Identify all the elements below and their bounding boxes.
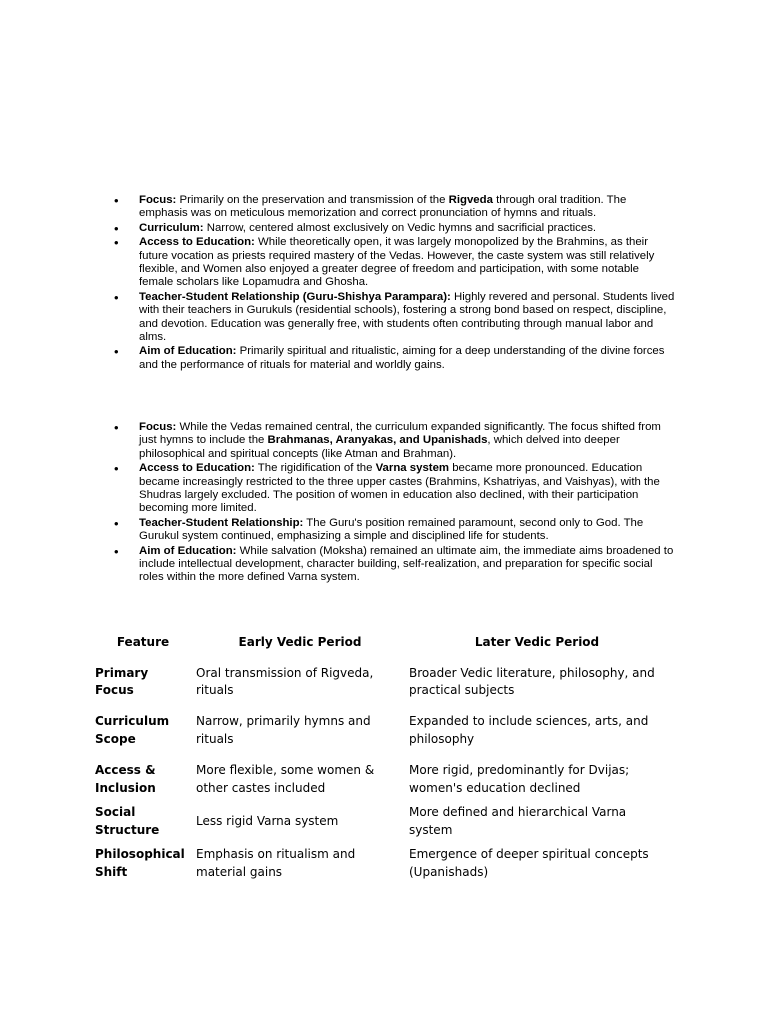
comparison-table bbox=[90, 628, 665, 888]
list-item: • Aim of Education: While salvation (Moksha) remained an ultimate aim, the immediate aims broadened to include intellectual development, character building, self-realization, and preparation for specific social roles within the more defined Varna system. bbox=[114, 545, 676, 585]
list-item: • Focus: While the Vedas remained central, the curriculum expanded significantly. The focus shifted from just hymns to include the Brahmanas, Aranyakas, and Upanishads, which delved into deeper philosophical and spiritual concepts (like Atman and Brahman). bbox=[114, 421, 676, 461]
table-row: Philosophical Shift Emphasis on ritualism and material gains Emergence of deeper spiritual concepts (Upanishads) bbox=[95, 847, 649, 879]
early-vedic-list bbox=[114, 194, 676, 373]
table-row: Social Structure Less rigid Varna system More defined and hierarchical Varna system bbox=[95, 805, 627, 837]
list-item: • Teacher-Student Relationship: The Guru's position remained paramount, second only to God. The Gurukul system continued, emphasizing a simple and disciplined life for students. bbox=[114, 517, 676, 544]
list-item: • Curriculum: Narrow, centered almost exclusively on Vedic hymns and sacrificial practices. bbox=[114, 222, 676, 235]
list-item: • Teacher-Student Relationship (Guru-Shishya Parampara): Highly revered and personal. Students lived with their teachers in Gurukuls (residential schools), fostering a strong bond based on respect, discipline, and devotion. Education was generally free, with students often contributing through manual labor and alms. bbox=[114, 291, 676, 345]
table-row: Curriculum Scope Narrow, primarily hymns and rituals Expanded to include sciences, arts, and philosophy bbox=[95, 714, 649, 746]
header-later-vedic: Later Vedic Period bbox=[474, 635, 600, 650]
list-item: • Access to Education: While theoretically open, it was largely monopolized by the Brahmins, as their future vocation as priests required mastery of the Vedas. However, the caste system was still relatively flexible, and Women also enjoyed a greater degree of freedom and participation, with some notable female scholars like Lopamudra and Ghosha. bbox=[114, 236, 676, 290]
table-row: Access & Inclusion More flexible, some women & other castes included More rigid, predominantly for Dvijas; women's education declined bbox=[95, 763, 630, 795]
list-item: • Access to Education: The rigidification of the Varna system became more pronounced. Education became increasingly restricted to the three upper castes (Brahmins, Kshatriyas, and Vaishyas), with the Shudras largely excluded. The position of women in education also declined, with their participation becoming more limited. bbox=[114, 462, 676, 516]
table-header-row bbox=[90, 628, 665, 658]
header-feature: Feature bbox=[116, 635, 170, 650]
later-vedic-list bbox=[114, 421, 676, 586]
list-item: • Aim of Education: Primarily spiritual and ritualistic, aiming for a deep understanding of the divine forces and the performance of rituals for material and worldly gains. bbox=[114, 345, 676, 372]
header-early-vedic: Early Vedic Period bbox=[238, 635, 362, 650]
list-item: • Focus: Primarily on the preservation and transmission of the Rigveda through oral tradition. The emphasis was on meticulous memorization and correct pronunciation of hymns and rituals. bbox=[114, 194, 676, 221]
table-row: Primary Focus Oral transmission of Rigveda, rituals Broader Vedic literature, philosophy, and practical subjects bbox=[95, 665, 655, 697]
